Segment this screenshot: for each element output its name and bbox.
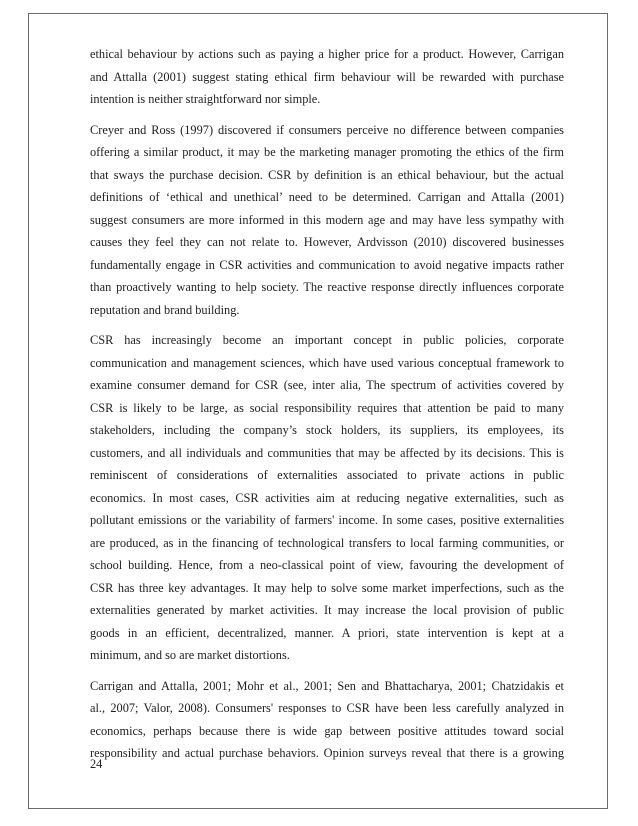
text-line: offering a similar product, it may be the marketing manager promoting the ethics of the firm <box>90 145 564 159</box>
text-line: Carrigan and Attalla, 2001; Mohr et al., 2001; Sen and Bhattacharya, 2001; Chatzidakis et <box>90 678 564 693</box>
text-line: pollutant emissions or the variability of farmers' income. In some cases, positive externalities <box>90 513 564 527</box>
text-line: examine consumer demand for CSR (see, inter alia, The spectrum of activities covered by <box>90 378 564 392</box>
text-line: CSR is likely to be large, as social responsibility requires that attention be paid to many <box>90 400 564 415</box>
paragraph <box>90 43 564 111</box>
text-line: ethical behaviour by actions such as paying a higher price for a product. However, Carrigan <box>90 47 564 61</box>
text-line: responsibility and actual purchase behaviors. Opinion surveys reveal that there is a growing <box>90 746 564 760</box>
paragraph <box>90 675 564 765</box>
text-line: economics. In most cases, CSR activities aim at reducing negative externalities, such as <box>90 490 564 505</box>
text-line: customers, and all individuals and communities that may be affected by its decisions. This is <box>90 445 564 460</box>
text-line: Creyer and Ross (1997) discovered if consumers perceive no difference between companies <box>90 122 564 137</box>
text-line: fundamentally engage in CSR activities and communication to avoid negative impacts rather <box>90 257 564 272</box>
text-line: school building. Hence, from a neo-classical point of view, favouring the development of <box>90 558 564 572</box>
text-line: externalities generated by market activities. It may increase the local provision of public <box>90 603 564 617</box>
text-line: intention is neither straightforward nor simple. <box>90 92 321 106</box>
paragraph <box>90 119 564 322</box>
text-line: CSR has increasingly become an important concept in public policies, corporate <box>90 333 564 347</box>
text-line: reminiscent of considerations of externalities associated to private actions in public <box>90 468 564 482</box>
text-line: CSR has three key advantages. It may help to solve some market imperfections, such as the <box>90 580 564 595</box>
text-line: goods in an efficient, decentralized, manner. A priori, state intervention is kept at a <box>90 625 564 640</box>
text-line: communication and management sciences, which have used various conceptual framework to <box>90 355 564 370</box>
text-line: reputation and brand building. <box>90 302 240 317</box>
text-line: are produced, as in the financing of technological transfers to local farming communities, or <box>90 535 564 550</box>
text-line: causes they feel they can not relate to. However, Ardvisson (2010) discovered businesses <box>90 235 564 249</box>
text-line: suggest consumers are more informed in this modern age and may have less sympathy with <box>90 212 564 227</box>
text-line: definitions of ‘ethical and unethical’ need to be determined. Carrigan and Attalla (2001) <box>90 190 564 204</box>
text-line: economics, perhaps because there is wide gap between positive attitudes toward social <box>90 723 564 738</box>
text-line: al., 2007; Valor, 2008). Consumers' responses to CSR have been less carefully analyzed in <box>90 701 564 715</box>
text-line: and Attalla (2001) suggest stating ethical firm behaviour will be rewarded with purchase <box>90 69 564 84</box>
text-line: stakeholders, including the company’s stock holders, its suppliers, its employees, its <box>90 423 564 437</box>
document-body <box>90 43 564 773</box>
page-number: 24 <box>90 757 103 771</box>
text-line: that sways the purchase decision. CSR by definition is an ethical behaviour, but the actual <box>90 167 564 182</box>
text-line: minimum, and so are market distortions. <box>90 648 290 662</box>
paragraph <box>90 329 564 667</box>
text-line: than proactively wanting to help society. The reactive response directly influences corporate <box>90 280 564 294</box>
